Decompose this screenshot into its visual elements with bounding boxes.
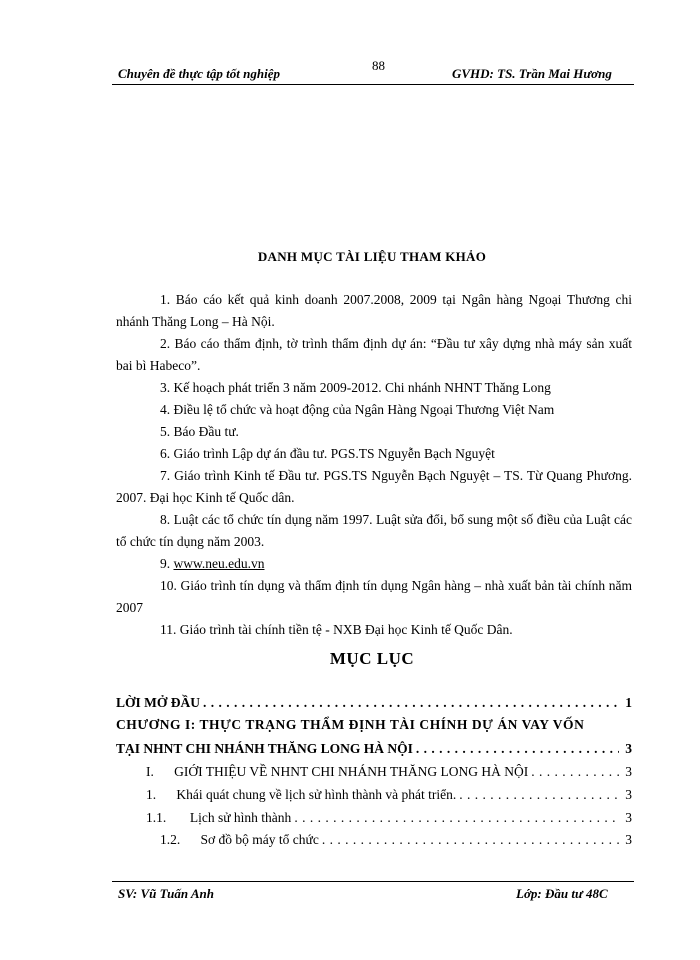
toc-entry-page: 1 (625, 695, 632, 710)
toc-entry[interactable] (146, 764, 632, 780)
toc-leader (531, 764, 619, 780)
toc-entry-label: LỜI MỞ ĐẦU (116, 695, 200, 710)
toc-entry-page: 3 (625, 764, 632, 779)
footer-rule (112, 881, 634, 882)
header-left: Chuyên đề thực tập tốt nghiệp (118, 66, 280, 81)
toc-entry-page: 3 (625, 741, 632, 756)
reference-item-link-row (116, 553, 632, 575)
reference-item: 8. Luật các tổ chức tín dụng năm 1997. Luật sửa đổi, bổ sung một số điều của Luật các tổ chức tín dụng năm 2003. (116, 512, 632, 549)
toc-leader (203, 695, 619, 711)
toc-title: MỤC LỤC (329, 649, 415, 668)
reference-number: 9. (160, 556, 171, 571)
reference-item: 5. Báo Đầu tư. (160, 424, 239, 439)
toc-entry[interactable] (116, 695, 632, 711)
toc-leader (322, 832, 619, 848)
toc-leader (294, 810, 619, 826)
toc-entry-label: 1. Khái quát chung về lịch sử hình thành và phát triển. (146, 787, 457, 802)
toc-entry[interactable] (116, 717, 632, 733)
page-number: 88 (372, 58, 385, 73)
reference-item: 1. Báo cáo kết quả kinh doanh 2007.2008, 2009 tại Ngân hàng Ngoại Thương chi nhánh Thăng Long – Hà Nội. (116, 292, 632, 329)
toc-entry-label: TẠI NHNT CHI NHÁNH THĂNG LONG HÀ NỘI (116, 741, 413, 756)
toc-entry-label: CHƯƠNG I: THỰC TRẠNG THẨM ĐỊNH TÀI CHÍNH DỰ ÁN VAY VỐN (116, 717, 585, 732)
toc-entry-page: 3 (625, 832, 632, 847)
footer-left: SV: Vũ Tuấn Anh (118, 886, 214, 901)
reference-item: 3. Kế hoạch phát triển 3 năm 2009-2012. Chi nhánh NHNT Thăng Long (160, 380, 551, 395)
toc-entry[interactable] (160, 832, 632, 848)
toc-entry-page: 3 (625, 787, 632, 802)
header-rule (112, 84, 634, 85)
footer-right: Lớp: Đầu tư 48C (516, 886, 608, 901)
toc-entry[interactable] (146, 787, 632, 803)
website-link[interactable]: www.neu.edu.vn (173, 556, 265, 571)
reference-item: 11. Giáo trình tài chính tiền tệ - NXB Đại học Kinh tế Quốc Dân. (160, 622, 513, 637)
reference-item: 4. Điều lệ tổ chức và hoạt động của Ngân Hàng Ngoại Thương Việt Nam (160, 402, 555, 417)
toc-entry-label: I. GIỚI THIỆU VỀ NHNT CHI NHÁNH THĂNG LONG HÀ NỘI (146, 764, 529, 779)
toc-entry-page: 3 (625, 810, 632, 825)
reference-item: 7. Giáo trình Kinh tế Đầu tư. PGS.TS Nguyễn Bạch Nguyệt – TS. Từ Quang Phương. 2007. Đại học Kinh tế Quốc dân. (116, 468, 632, 505)
reference-item: 10. Giáo trình tín dụng và thẩm định tín dụng Ngân hàng – nhà xuất bản tài chính năm 2007 (116, 578, 632, 615)
header-right: GVHD: TS. Trần Mai Hương (452, 66, 612, 81)
reference-item: 2. Báo cáo thẩm định, tờ trình thẩm định dự án: “Đầu tư xây dựng nhà máy sản xuất bai bì Habeco”. (116, 336, 632, 373)
reference-item: 6. Giáo trình Lập dự án đầu tư. PGS.TS Nguyễn Bạch Nguyệt (160, 446, 495, 461)
toc-leader (416, 741, 619, 757)
toc-entry[interactable] (116, 741, 632, 757)
toc-entry-label: 1.1. Lịch sử hình thành (146, 810, 292, 825)
toc-entry-label: 1.2. Sơ đồ bộ máy tổ chức (160, 832, 319, 847)
toc-leader (459, 787, 619, 803)
toc-entry[interactable] (146, 810, 632, 826)
references-title: DANH MỤC TÀI LIỆU THAM KHẢO (257, 249, 487, 264)
